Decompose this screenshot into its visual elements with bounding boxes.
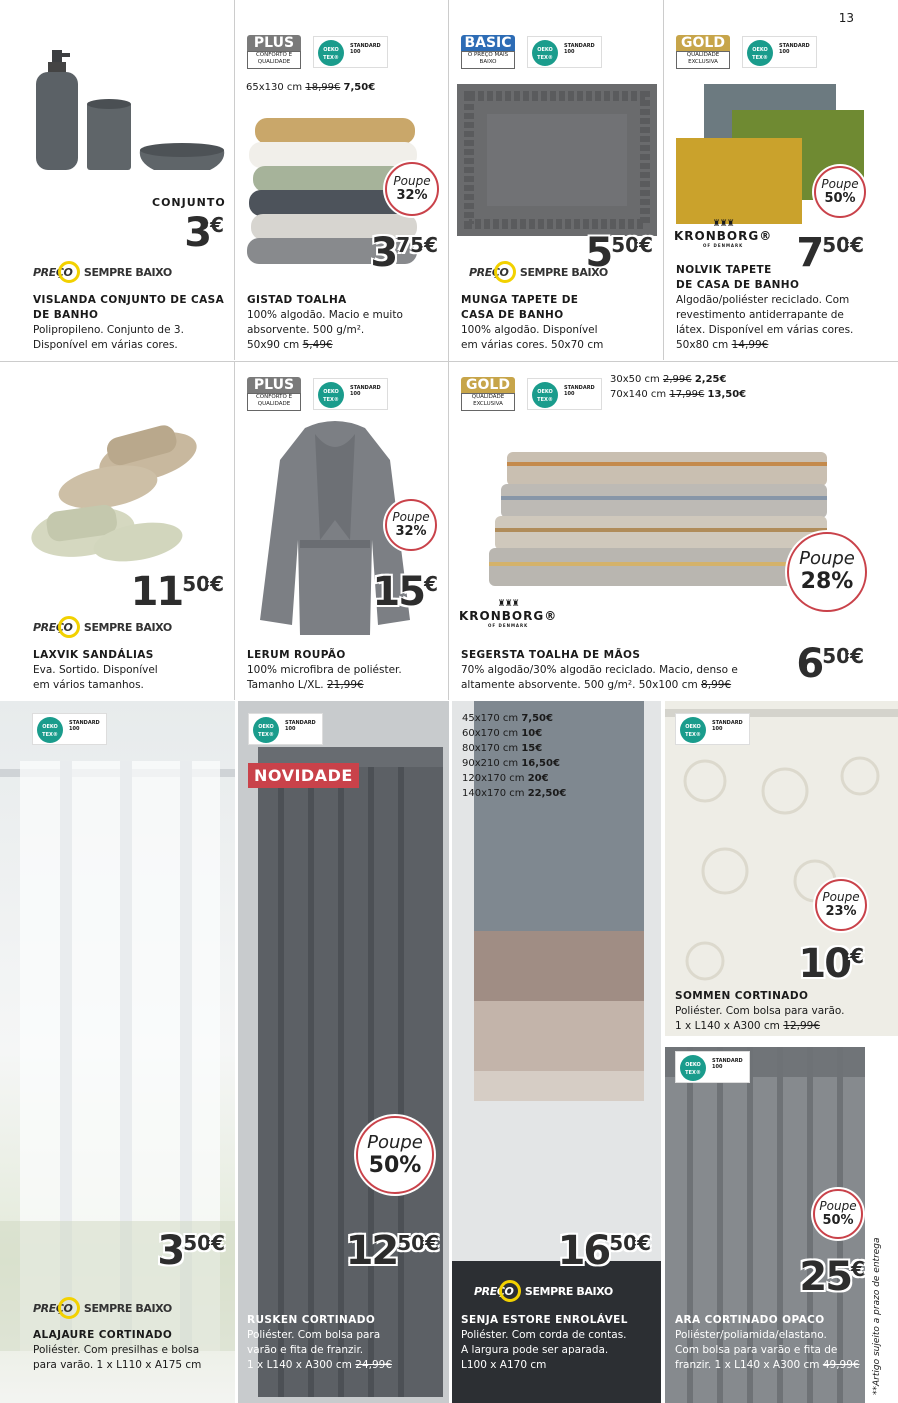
product-desc: Eva. Sortido. Disponível bbox=[33, 664, 158, 676]
product-desc: Com bolsa para varão e fita de bbox=[675, 1344, 838, 1356]
plus-tier-badge: PLUS CONFORTO E QUALIDADE bbox=[247, 377, 301, 411]
product-desc: varão e fita de franzir. bbox=[247, 1344, 364, 1356]
product-name: VISLANDA CONJUNTO DE CASA bbox=[33, 294, 225, 306]
price: 10€ bbox=[798, 941, 864, 987]
price: 1650€ bbox=[557, 1228, 651, 1274]
preco-sempre-baixo-logo: PREÇO SEMPRE BAIXO bbox=[33, 617, 172, 639]
discount-bubble: Poupe 28% bbox=[787, 532, 867, 612]
discount-bubble: Poupe 50% bbox=[356, 1116, 434, 1194]
product-alajaure[interactable] bbox=[0, 701, 235, 1403]
price: 650€ bbox=[796, 641, 864, 687]
oeko-tex-badge: OEKO TEX® STANDARD 100 bbox=[248, 713, 323, 745]
kronborg-logo: ♜♜♜ KRONBORG® OF DENMARK bbox=[459, 599, 558, 628]
delivery-note: **Artigo sujeito a prazo de entrega bbox=[872, 1237, 882, 1395]
set-label: CONJUNTO bbox=[152, 196, 226, 209]
product-desc: Poliéster/poliamida/elastano. bbox=[675, 1329, 827, 1341]
size-price-list: 45x170 cm 7,50€ 60x170 cm 10€ 80x170 cm 15€ 90x210 cm 16,50€ 120x170 cm 20€ 140x170 cm 22,50€ bbox=[462, 713, 567, 799]
price: 3€ bbox=[184, 210, 224, 256]
product-segersta[interactable] bbox=[449, 362, 898, 700]
preco-sempre-baixo-logo: PREÇO SEMPRE BAIXO bbox=[33, 262, 172, 284]
preco-sempre-baixo-logo: PREÇO SEMPRE BAIXO bbox=[474, 1281, 613, 1303]
sandals-image bbox=[28, 412, 208, 562]
product-desc: Poliéster. Com bolsa para varão. bbox=[675, 1005, 845, 1017]
product-munga[interactable] bbox=[449, 0, 663, 360]
product-name: LERUM ROUPÃO bbox=[247, 649, 346, 661]
product-name-cont: CASA DE BANHO bbox=[461, 309, 564, 321]
product-sommen[interactable] bbox=[665, 701, 898, 1036]
bathroom-set-image bbox=[30, 50, 230, 180]
size-price: 65x130 cm 18,99€ 7,50€ bbox=[246, 82, 376, 93]
product-desc: Poliéster. Com corda de contas. bbox=[461, 1329, 627, 1341]
product-name: LAXVIK SANDÁLIAS bbox=[33, 649, 154, 661]
oeko-tex-badge: OEKO TEX® STANDARD 100 bbox=[313, 36, 388, 68]
oeko-tex-badge: OEKO TEX® STANDARD 100 bbox=[675, 713, 750, 745]
bath-mat-image bbox=[457, 84, 657, 236]
product-desc: 100% algodão. Macio e muito bbox=[247, 309, 403, 321]
product-name-cont: DE BANHO bbox=[33, 309, 99, 321]
product-laxvik[interactable] bbox=[0, 362, 234, 700]
product-name: SOMMEN CORTINADO bbox=[675, 990, 809, 1002]
product-desc: 1 x L140 x A300 cm 24,99€ bbox=[247, 1359, 393, 1371]
product-name: ARA CORTINADO OPACO bbox=[675, 1314, 825, 1326]
product-desc: altamente absorvente. 500 g/m². 50x100 cm 8,99€ bbox=[461, 679, 732, 691]
discount-bubble: Poupe 50% bbox=[814, 166, 866, 218]
oeko-tex-badge: OEKO TEX® STANDARD 100 bbox=[32, 713, 107, 745]
product-lerum[interactable] bbox=[235, 362, 448, 700]
plus-tier-badge: PLUS CONFORTO E QUALIDADE bbox=[247, 35, 301, 69]
preco-sempre-baixo-logo: PREÇO SEMPRE BAIXO bbox=[33, 1298, 172, 1320]
product-name: MUNGA TAPETE DE bbox=[461, 294, 579, 306]
product-desc: Algodão/poliéster reciclado. Com bbox=[676, 294, 850, 306]
product-desc: Disponível em várias cores. bbox=[33, 339, 178, 351]
product-name: SEGERSTA TOALHA DE MÃOS bbox=[461, 649, 641, 661]
discount-bubble: Poupe 23% bbox=[815, 879, 867, 931]
oeko-tex-badge: OEKO TEX® STANDARD 100 bbox=[313, 378, 388, 410]
oeko-tex-badge: OEKO TEX® STANDARD 100 bbox=[742, 36, 817, 68]
product-name: GISTAD TOALHA bbox=[247, 294, 347, 306]
product-desc: Polipropileno. Conjunto de 3. bbox=[33, 324, 184, 336]
size-price-list: 30x50 cm 2,99€ 2,25€ 70x140 cm 17,99€ 13,50€ bbox=[610, 374, 747, 400]
gold-tier-badge: GOLD QUALIDADE EXCLUSIVA bbox=[676, 35, 730, 69]
price: 550€ bbox=[585, 230, 653, 276]
discount-bubble: Poupe 50% bbox=[813, 1189, 863, 1239]
product-desc: em vários tamanhos. bbox=[33, 679, 144, 691]
product-desc: revestimento antiderrapante de bbox=[676, 309, 844, 321]
oeko-tex-badge: OEKO TEX® STANDARD 100 bbox=[527, 378, 602, 410]
product-desc: 100% algodão. Disponível bbox=[461, 324, 598, 336]
new-badge: NOVIDADE bbox=[248, 763, 359, 788]
price: 375€ bbox=[370, 230, 438, 276]
product-desc: 70% algodão/30% algodão reciclado. Macio, denso e bbox=[461, 664, 738, 676]
price: 15€ bbox=[372, 569, 438, 615]
product-desc: para varão. 1 x L110 x A175 cm bbox=[33, 1359, 202, 1371]
grey-curtain-image bbox=[238, 701, 449, 1403]
preco-sempre-baixo-logo: PREÇO SEMPRE BAIXO bbox=[469, 262, 608, 284]
gold-tier-badge: GOLD QUALIDADE EXCLUSIVA bbox=[461, 377, 515, 411]
product-desc: L100 x A170 cm bbox=[461, 1359, 547, 1371]
price: 750€ bbox=[796, 230, 864, 276]
product-desc: látex. Disponível em várias cores. bbox=[676, 324, 854, 336]
price: 350€ bbox=[157, 1228, 225, 1274]
discount-bubble: Poupe 32% bbox=[385, 499, 437, 551]
product-name: SENJA ESTORE ENROLÁVEL bbox=[461, 1314, 628, 1326]
product-desc: 50x90 cm 5,49€ bbox=[247, 339, 333, 351]
kronborg-logo: ♜♜♜ KRONBORG® OF DENMARK bbox=[674, 219, 773, 248]
product-rusken[interactable] bbox=[238, 701, 449, 1403]
product-senja[interactable] bbox=[452, 701, 661, 1403]
price: 1150€ bbox=[130, 569, 224, 615]
product-desc: 100% microfibra de poliéster. bbox=[247, 664, 402, 676]
product-ara[interactable] bbox=[665, 1047, 865, 1403]
product-name: ALAJAURE CORTINADO bbox=[33, 1329, 173, 1341]
product-desc: Tamanho L/XL. 21,99€ bbox=[247, 679, 364, 691]
product-desc: em várias cores. 50x70 cm bbox=[461, 339, 604, 351]
discount-bubble: Poupe 32% bbox=[385, 162, 439, 216]
product-vislanda[interactable] bbox=[0, 0, 234, 360]
oeko-tex-badge: OEKO TEX® STANDARD 100 bbox=[527, 36, 602, 68]
product-gistad[interactable] bbox=[235, 0, 448, 360]
product-name-cont: DE CASA DE BANHO bbox=[676, 279, 800, 291]
product-desc: 1 x L140 x A300 cm 12,99€ bbox=[675, 1020, 821, 1032]
price: 1250€ bbox=[345, 1228, 439, 1274]
product-desc: franzir. 1 x L140 x A300 cm 49,99€ bbox=[675, 1359, 860, 1371]
oeko-tex-badge: OEKO TEX® STANDARD 100 bbox=[675, 1051, 750, 1083]
lace-curtain-image bbox=[665, 701, 898, 1036]
price: 25€ bbox=[799, 1254, 865, 1300]
product-desc: absorvente. 500 g/m². bbox=[247, 324, 365, 336]
basic-tier-badge: BASIC O PREÇO MAIS BAIXO bbox=[461, 35, 515, 69]
product-desc: Poliéster. Com bolsa para bbox=[247, 1329, 381, 1341]
page-number: 13 bbox=[838, 11, 854, 25]
product-name: NOLVIK TAPETE bbox=[676, 264, 772, 276]
product-desc: 50x80 cm 14,99€ bbox=[676, 339, 769, 351]
product-desc: A largura pode ser aparada. bbox=[461, 1344, 609, 1356]
product-desc: Poliéster. Com presilhas e bolsa bbox=[33, 1344, 200, 1356]
product-name: RUSKEN CORTINADO bbox=[247, 1314, 376, 1326]
product-nolvik[interactable] bbox=[664, 0, 898, 360]
